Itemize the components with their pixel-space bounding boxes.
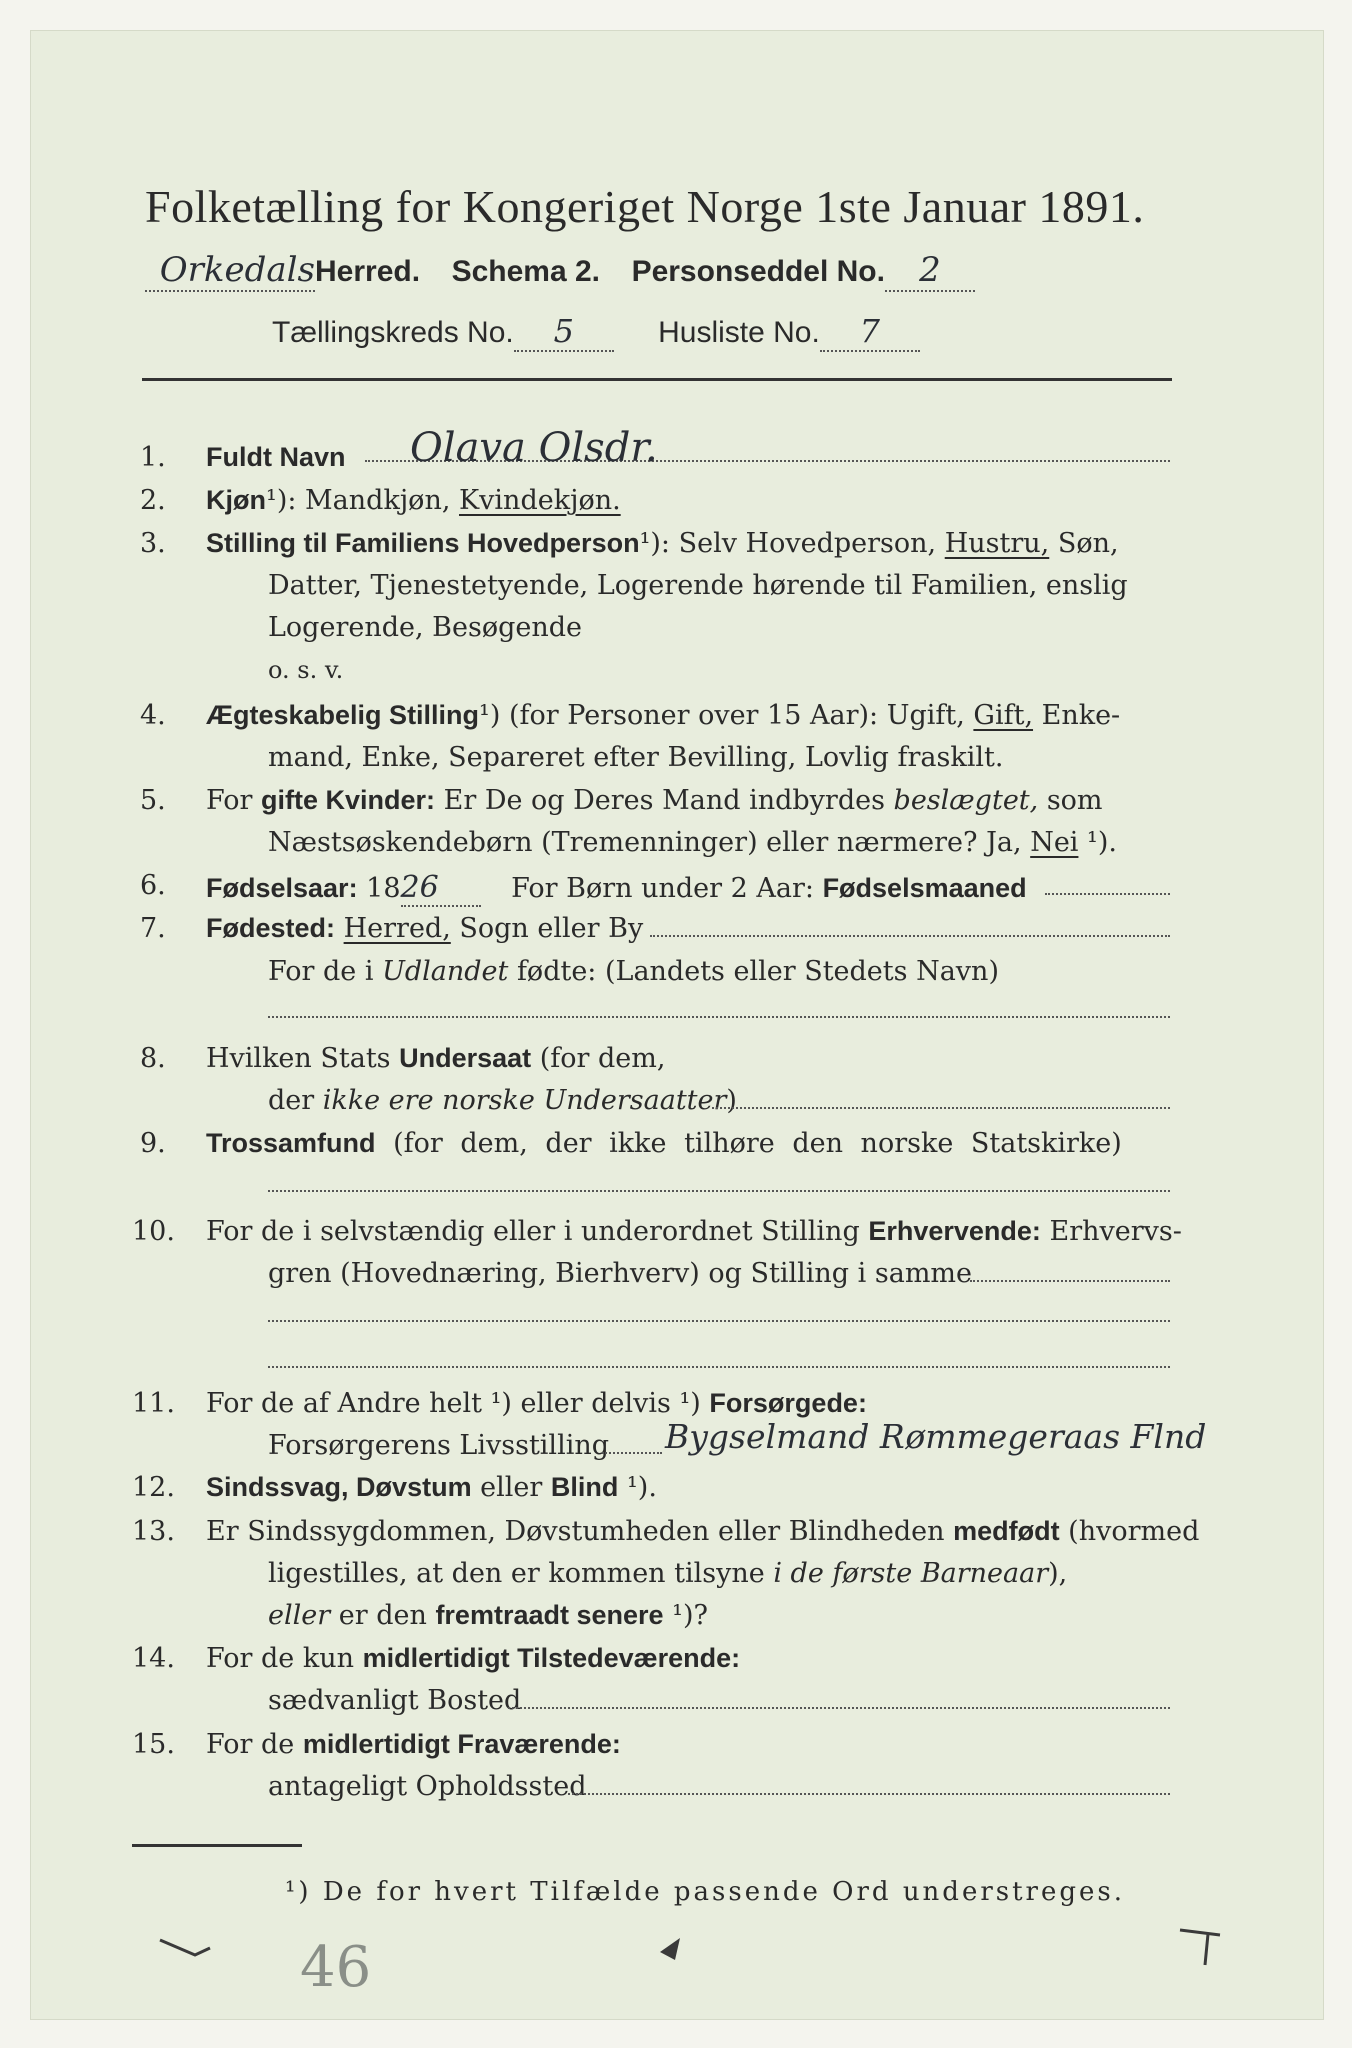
item-7-text-b: For de i [268,956,383,987]
item-13-text-e: er den [330,1600,436,1631]
item-7-answer-dots [268,1016,1170,1018]
item-3-line-2: Datter, Tjenestetyende, Logerende hørende til Familien, enslig [268,570,1128,601]
item-4-line-2: mand, Enke, Separeret efter Bevilling, Lovlig fraskilt. [268,742,1004,773]
item-3-label: Stilling til Familiens Hovedperson [206,528,640,558]
stray-mark-center [660,1938,680,1960]
item-13-italic-2: eller [268,1600,331,1631]
item-10-text: For de i selvstændig eller i underordnet Stilling [206,1216,869,1247]
item-4-row [206,700,1120,731]
item-5-label: gifte Kvinder: [261,785,436,815]
item-11-dots [602,1452,662,1454]
item-12-text: eller [471,1472,551,1503]
item-13-text-b: (hvormed [1059,1516,1200,1547]
item-1-label: Fuldt Navn [206,442,346,472]
item-10-text-b: Erhvervs- [1040,1216,1182,1247]
item-10-line-2: gren (Hovednæring, Bierhverv) og Stilling i samme [268,1258,973,1289]
item-14-label: midlertidigt Tilstedeværende: [362,1643,741,1673]
item-2-number: 2. [140,485,166,516]
item-15-line-2: antageligt Opholdssted [268,1771,587,1802]
stray-mark-left [160,1940,210,1955]
item-4-label: Ægteskabelig Stilling [206,700,480,730]
item-8-italic: ikke ere norske Undersaatter [322,1085,727,1116]
item-12-number: 12. [132,1472,175,1503]
item-5-number: 5. [140,785,166,816]
item-11-label: Forsørgede: [709,1388,867,1418]
footnote: ¹) De for hvert Tilfælde passende Ord understreges. [285,1877,1126,1907]
item-7-number: 7. [140,913,166,944]
item-7-text-c: fødte: (Landets eller Stedets Navn) [508,956,999,987]
item-13-text-d: ), [1048,1558,1068,1589]
item-5-text-a: For [206,785,262,816]
item-13-line-2 [268,1558,1067,1589]
item-5-text-b: Er De og Deres Mand indbyrdes [435,785,894,816]
item-10-row [206,1216,1182,1247]
item-8-text-b: (for dem, [531,1043,666,1074]
item-6-row [206,870,1027,907]
item-1-value-name: Olava Olsdr. [410,425,658,471]
item-5-line-2 [268,827,1117,858]
item-3-number: 3. [140,528,166,559]
item-2-selected: Kvindekjøn. [459,485,621,516]
herred-label: Herred. [315,255,421,288]
item-12-row [206,1472,657,1503]
item-12-label-2: Blind [550,1472,619,1502]
item-9-number: 9. [140,1128,166,1159]
item-14-number: 14. [132,1643,175,1674]
form-title: Folketælling for Kongeriget Norge 1ste Januar 1891. [145,181,1145,232]
item-12-label: Sindssvag, Døvstum [206,1472,472,1502]
item-15-label: midlertidigt Fraværende: [302,1729,621,1759]
item-2-label: Kjøn [206,485,266,515]
item-3-text-end: Søn, [1049,528,1119,559]
item-13-footref: ¹)? [663,1600,708,1631]
item-14-row [206,1643,740,1674]
item-13-row [206,1516,1199,1547]
margin-note: 46 [300,1935,372,2000]
item-6-dots [1045,893,1170,895]
item-8-row [206,1043,665,1074]
item-4-selected: Gift, [973,700,1034,731]
footnote-rule [132,1844,302,1847]
item-3-selected: Hustru, [944,528,1050,559]
item-8-text-c: der [268,1085,323,1116]
item-11-number: 11. [132,1388,175,1419]
item-8-number: 8. [140,1043,166,1074]
item-11-value-livsstilling: Bygselmand Rømmegeraas Flnd [665,1417,1207,1456]
personseddel-value: 2 [885,250,975,292]
husliste-label: Husliste No. [658,316,820,349]
item-6-label-2: Fødselsmaaned [822,873,1027,903]
item-9-answer-dots [268,1190,1170,1192]
personseddel-label: Personseddel No. [631,255,885,288]
item-5-question: Næstsøskendebørn (Tremenninger) eller nærmere? Ja, [268,827,1031,858]
item-8-label: Undersaat [399,1043,532,1073]
item-1-number: 1. [140,442,166,473]
item-14-text: For de kun [206,1643,363,1674]
item-10-dots [970,1280,1170,1282]
item-2-text: ¹): Mandkjøn, [266,485,459,516]
item-13-text: Er Sindssygdommen, Døvstumheden eller Blindheden [206,1516,954,1547]
item-5-row [206,785,1103,816]
item-4-text-end: Enke- [1033,700,1121,731]
item-6-number: 6. [140,870,166,901]
item-4-text: ¹) (for Personer over 15 Aar): Ugift, [479,700,974,731]
item-7-dots [650,935,1170,937]
item-9-text: (for dem, der ikke tilhøre den norske Statskirke) [375,1128,1122,1159]
item-9-row [206,1128,1122,1159]
item-15-text: For de [206,1729,303,1760]
item-8-line-2 [268,1085,737,1116]
item-4-number: 4. [140,700,166,731]
item-13-label: medfødt [953,1516,1060,1546]
item-11-text: For de af Andre helt ¹) eller delvis ¹) [206,1388,710,1419]
item-7-text: Sogn eller By [450,913,644,944]
schema-label: Schema 2. [451,255,601,288]
item-7-italic: Udlandet [382,956,509,987]
item-10-answer-dots-2 [268,1366,1170,1368]
item-13-italic: i de første Barneaar [773,1558,1049,1589]
item-5-italic: beslægtet, [893,785,1039,816]
husliste-value: 7 [820,312,920,352]
item-8-dots [712,1107,1170,1109]
herred-value: Orkedals [145,250,315,292]
item-7-row [206,913,643,944]
item-3-line-4: o. s. v. [268,656,344,684]
stray-mark-right [1180,1930,1220,1965]
item-7-label: Fødested: [206,913,336,943]
kreds-label: Tællingskreds No. [272,316,514,349]
item-6-year-value: 26 [401,870,481,907]
item-5-selected: Nei [1030,827,1079,858]
stray-marks [150,1920,1250,2000]
item-6-text: For Børn under 2 Aar: [511,873,823,904]
item-7-line-2 [268,956,999,987]
kreds-value: 5 [514,312,614,352]
item-7-selected: Herred, [343,913,451,944]
item-8-paren: ) [726,1085,737,1116]
item-1-row [206,442,346,473]
item-15-row [206,1729,621,1760]
item-14-dots [508,1707,1170,1709]
item-3-row [206,528,1119,559]
header-row-1 [145,250,975,292]
item-12-footref: ¹). [618,1472,657,1503]
item-10-label: Erhvervende: [868,1216,1041,1246]
item-3-line-3: Logerende, Besøgende [268,612,582,643]
item-13-label-2: fremtraadt senere [435,1600,664,1630]
item-10-number: 10. [132,1216,175,1247]
item-10-answer-dots-1 [268,1320,1170,1322]
item-14-line-2: sædvanligt Bosted [268,1685,522,1716]
item-5-text-c: som [1038,785,1103,816]
header-row-2 [272,312,920,352]
item-15-dots [568,1793,1170,1795]
item-15-number: 15. [132,1729,175,1760]
item-9-label: Trossamfund [206,1128,376,1158]
item-6-label: Fødselsaar: [206,873,358,903]
item-2-row [206,485,621,516]
item-8-text: Hvilken Stats [206,1043,400,1074]
item-6-century: 18 [357,873,401,904]
header-rule [142,378,1172,381]
item-13-number: 13. [132,1516,175,1547]
item-3-text: ¹): Selv Hovedperson, [639,528,945,559]
item-11-line-2: Forsørgerens Livsstilling [268,1430,610,1461]
item-5-footref: ¹). [1078,827,1117,858]
item-13-text-c: ligestilles, at den er kommen tilsyne [268,1558,774,1589]
item-13-line-3 [268,1600,708,1631]
